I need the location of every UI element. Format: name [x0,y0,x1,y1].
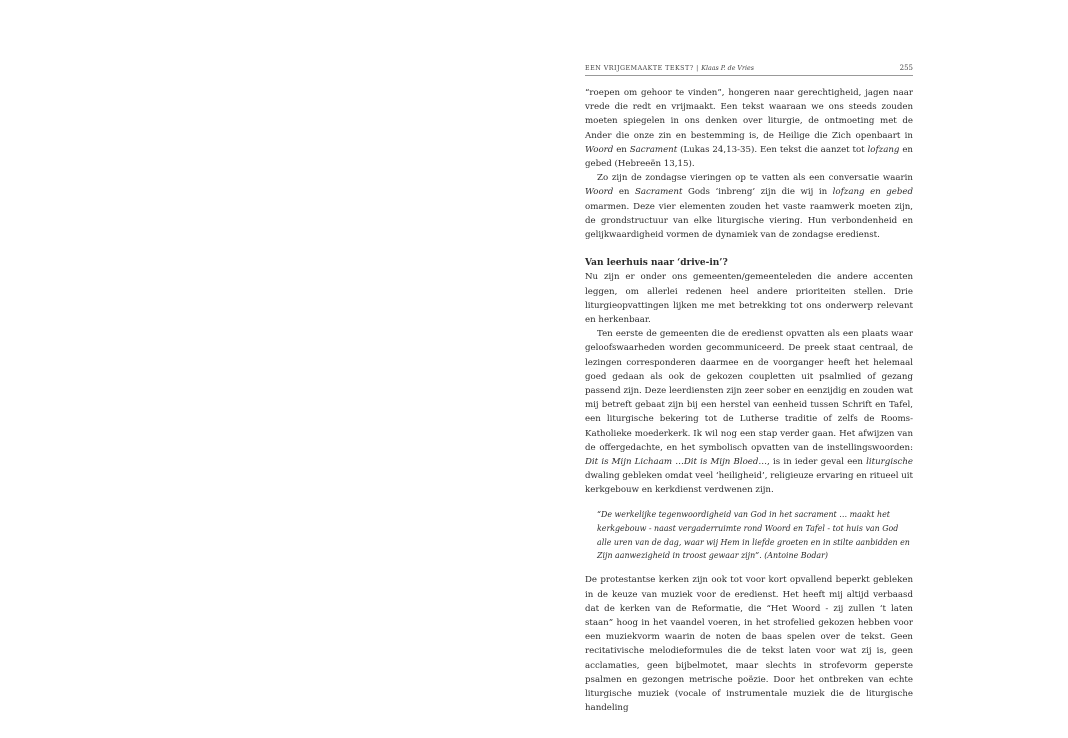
text-run: dwaling gebleken omdat veel ‘heiligheid’, religieuze ervaring en ritueel uit kerkgebouw en kerkdienst verdwenen zijn. [585,471,914,496]
emphasis: Sacrament [634,187,683,198]
text-run: (Lukas 24,13-35). Een tekst die aanzet tot [677,144,868,155]
emphasis: Woord [585,187,614,198]
spacer [585,242,913,256]
text-run: en [613,144,630,155]
text-run: omarmen. Deze vier elementen zouden het vaste raamwerk moeten zijn, de grondstructuur van elke liturgische viering. Hun verbondenheid en gelijkwaardigheid vormen de dynamiek van de zondagse eredienst. [585,201,913,241]
emphasis: lofzang en gebed [832,187,913,198]
text-run: Ten eerste de gemeenten die de eredienst opvatten als een plaats waar geloofswaarheden worden gecommuniceerd. De preek staat centraal, de lezingen corresponderen daarmee en de voorganger heeft het helemaal goed gedaan als ook de gekozen coupletten uit psalmlied of gezang passend zijn. Deze leerdiensten zijn zeer sober en eenzijdig en zouden wat mij betreft gebaat zijn bij een herstel van eenheid tussen Schrift en Tafel, een liturgische bekering tot de Lutherse traditie of zelfs de Rooms-Katholieke moederkerk. Ik wil nog een stap verder gaan. Het afwijzen van de offergedachte, en het symbolisch opvatten van de instellingswoorden: [585,329,913,453]
emphasis: liturgische [866,457,913,468]
page-number: 255 [899,64,913,72]
text-run: en [613,187,635,198]
running-head-left [585,65,754,72]
paragraph-5: De protestantse kerken zijn ook tot voor kort opvallend beperkt gebleken in de keuze van muziek voor de eredienst. Het heeft mij altijd verbaasd dat de kerken van de Reformatie, die “Het Woord - zij zullen ‘t laten staan” hoog in het vaandel voeren, in het strofelied gekozen hebben voor een muziekvorm waarin de noten de baas spelen over de tekst. Geen recitativische melodieformules die de tekst laten voor wat zij is, geen acclamaties, geen bijbelmotet, maar slechts in strofevorm geperste psalmen en gezongen metrische poëzie. Door het ontbreken van echte liturgische muziek (vocale of instrumentale muziek die de liturgische handeling [585,575,913,714]
block-quote: “De werkelijke tegenwoordigheid van God in het sacrament … maakt het kerkgebouw - naast vergaderruimte rond Woord en Tafel - tot huis van God alle uren van de dag, waar wij Hem in liefde groeten en in stilte aanbidden en Zijn aanwezigheid in troost gewaar zijn”. (Antoine Bodar) [597,509,910,561]
emphasis: Sacrament [629,144,678,155]
text-run: Gods ‘inbreng’ zijn die wij in [682,187,833,198]
journal-title: EEN VRIJGEMAAKTE TEKST? [585,65,694,72]
text-run: en gebed (Hebreeën 13,15). [585,144,913,170]
author-name: Klaas P. de Vries [701,65,754,72]
separator: | [696,65,699,72]
running-head [585,64,913,76]
paragraph-4 [585,327,913,497]
paragraph-3: Nu zijn er onder ons gemeenten/gemeenteleden die andere accenten leggen, om allerlei redenen heel andere prioriteiten stellen. Drie liturgieopvattingen lijken me met betrekking tot ons onderwerp relevant en herkenbaar. [585,272,913,326]
text-run: , is in ieder geval een [767,457,867,468]
book-page [585,64,913,715]
emphasis: lofzang [867,144,900,155]
section-heading: Van leerhuis naar ‘drive-in’? [585,258,728,269]
text-run: Zo zijn de zondagse vieringen op te vatten als een conversatie waarin [597,173,913,184]
emphasis: Dit is Mijn Lichaam …Dit is Mijn Bloed… [585,457,768,468]
paragraph-1 [585,86,913,171]
text-run: “roepen om gehoor te vinden”, hongeren naar gerechtigheid, jagen naar vrede die redt en vrijmaakt. Een tekst waaraan we ons steeds zouden moeten spiegelen in ons denken over liturgie, de ontmoeting met de Ander die onze zin en bestemming is, de Heilige die Zich openbaart in [585,88,913,141]
paragraph-2 [585,171,913,242]
emphasis: Woord [585,144,614,155]
